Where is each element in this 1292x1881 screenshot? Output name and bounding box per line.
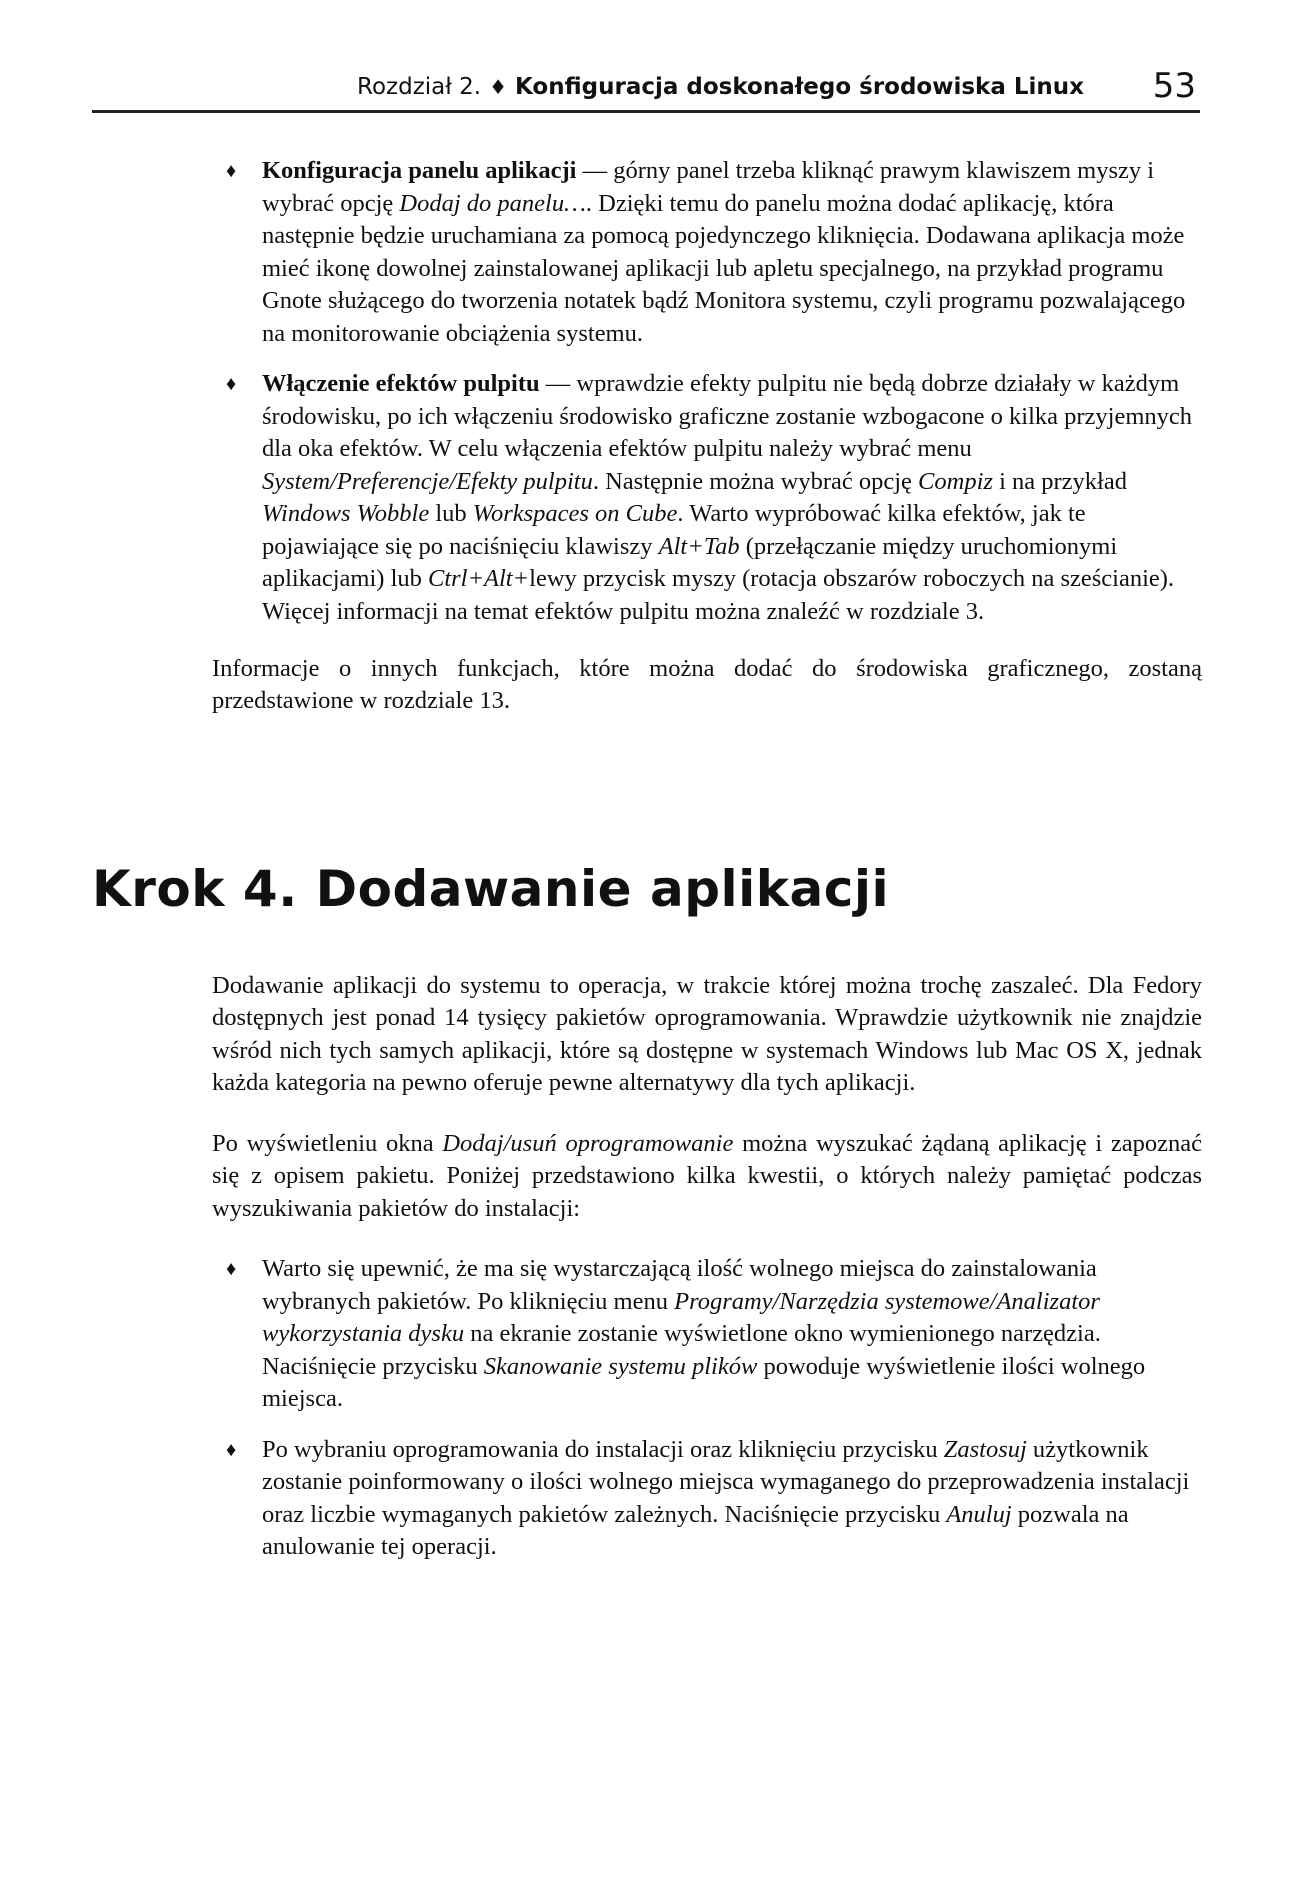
bullet-italic: Windows Wobble — [262, 500, 430, 527]
paragraph-add: Dodawanie aplikacji do systemu to operacja, w trakcie której można trochę zaszaleć. Dla Fedory dostępnych jest ponad 14 tysięcy pakietów oprogramowania. Wprawdzie użytkownik nie znajdzie wśród nich tych samych aplikacji, które są dostępne w systemach Windows lub Mac OS X, jednak każda kategoria na pewno oferuje pewne alternatywy dla tych aplikacji. — [212, 971, 1202, 1096]
section-heading: Krok 4. Dodawanie aplikacji — [92, 860, 890, 918]
bullet-text: lub — [429, 500, 473, 527]
bullet-text: . Dzięki temu do panelu można dodać aplikację, która następnie będzie uruchamiana za pomocą pojedynczego kliknięcia. Dodawana aplikacja może mieć ikonę dowolnej zainstalowanej aplikacji lub apletu specjalnego, na przykład programu Gnote służącego do tworzenia notatek bądź Monitora systemu, czyli programu pozwalającego na monitorowanie obciążenia systemu. — [262, 189, 1186, 347]
diamond-icon: ♦ — [226, 1438, 237, 1461]
bullet-italic: Programy/Narzędzia systemowe/Analizator wykorzystania dysku — [262, 1287, 1100, 1347]
bullet-italic: Compiz — [918, 467, 993, 495]
bullet-italic: Zastosuj — [943, 1435, 1027, 1463]
list-item — [212, 1434, 1202, 1564]
bullet-term: Włączenie efektów pulpitu — [262, 370, 540, 397]
bullet-text: i na przykład — [992, 467, 1127, 495]
para-italic: Dodaj/usuń oprogramowanie — [442, 1129, 734, 1157]
bullet-text: Warto się upewnić, że ma się wystarczającą ilość wolnego miejsca do zainstalowania wybranych pakietów. Po kliknięciu menu — [262, 1255, 1097, 1315]
bullet-text: . Następnie można wybrać opcję — [592, 467, 919, 495]
bullet-term: Konfiguracja panelu aplikacji — [262, 157, 577, 184]
list-item — [212, 1253, 1202, 1416]
page-number: 53 — [1152, 66, 1196, 106]
bullet-text: na ekranie zostanie wyświetlone okno wymienionego narzędzia. Naciśnięcie przycisku — [262, 1320, 1101, 1380]
diamond-icon: ♦ — [489, 75, 507, 99]
chapter-title: Konfiguracja doskonałego środowiska Linux — [515, 74, 1084, 100]
bullet-italic: Alt+Tab — [658, 532, 740, 560]
bullet-text: powoduje wyświetlenie ilości wolnego miejsca. — [262, 1352, 1146, 1412]
paragraph-info: Informacje o innych funkcjach, które można dodać do środowiska graficznego, zostaną przedstawione w rozdziale 13. — [212, 654, 1202, 714]
bullet-italic: Ctrl+Alt+ — [428, 565, 530, 592]
diamond-icon: ♦ — [226, 373, 237, 395]
para-text: Po wyświetleniu okna — [212, 1129, 443, 1157]
bullet-text: lewy przycisk myszy (rotacja obszarów roboczych na sześcianie). Więcej informacji na temat efektów pulpitu można znaleźć w rozdziale 3. — [262, 565, 1175, 625]
bullet-italic: Dodaj do panelu… — [399, 189, 586, 217]
bullet-text: użytkownik zostanie poinformowany o ilości wolnego miejsca wymaganego do przeprowadzenia instalacji oraz liczbie wymaganych pakietów zależnych. Naciśnięcie przycisku — [262, 1435, 1190, 1528]
bullet-italic: Anuluj — [946, 1500, 1012, 1528]
bullet-text: pozwala na anulowanie tej operacji. — [262, 1500, 1129, 1560]
bullet-text: . Warto wypróbować kilka efektów, jak te pojawiające się po naciśnięciu klawiszy — [262, 500, 1086, 560]
paragraph-search — [212, 1128, 1202, 1226]
bullet-text: Po wybraniu oprogramowania do instalacji oraz kliknięciu przycisku — [262, 1435, 944, 1463]
para-text: można wyszukać żądaną aplikację i zapoznać się z opisem pakietu. Poniżej przedstawiono kilka kwestii, o których należy pamiętać podczas wyszukiwania pakietów do instalacji: — [212, 1129, 1203, 1222]
content-top — [212, 155, 1202, 746]
bullet-italic: Skanowanie systemu plików — [483, 1352, 758, 1380]
bullet-text: (przełączanie między uruchomionymi aplikacjami) lub — [262, 532, 1118, 592]
content-bottom — [212, 945, 1202, 1582]
running-header — [92, 66, 1200, 113]
list-item — [212, 155, 1202, 350]
diamond-icon: ♦ — [226, 160, 237, 182]
bullet-italic: Workspaces on Cube — [472, 500, 678, 527]
bullet-italic: System/Preferencje/Efekty pulpitu — [262, 467, 593, 495]
bullet-text: — wprawdzie efekty pulpitu nie będą dobrze działały w każdym środowisku, po ich włączeniu środowisko graficzne zostanie wzbogacone o kilka przyjemnych dla oka efektów. W celu włączenia efektów pulpitu należy wybrać menu — [262, 370, 1193, 462]
bullet-text: — górny panel trzeba kliknąć prawym klawiszem myszy i wybrać opcję — [262, 157, 1155, 217]
list-item — [212, 368, 1202, 628]
diamond-icon: ♦ — [226, 1258, 237, 1280]
chapter-label: Rozdział 2. — [357, 74, 482, 100]
running-header-text — [357, 74, 1084, 100]
